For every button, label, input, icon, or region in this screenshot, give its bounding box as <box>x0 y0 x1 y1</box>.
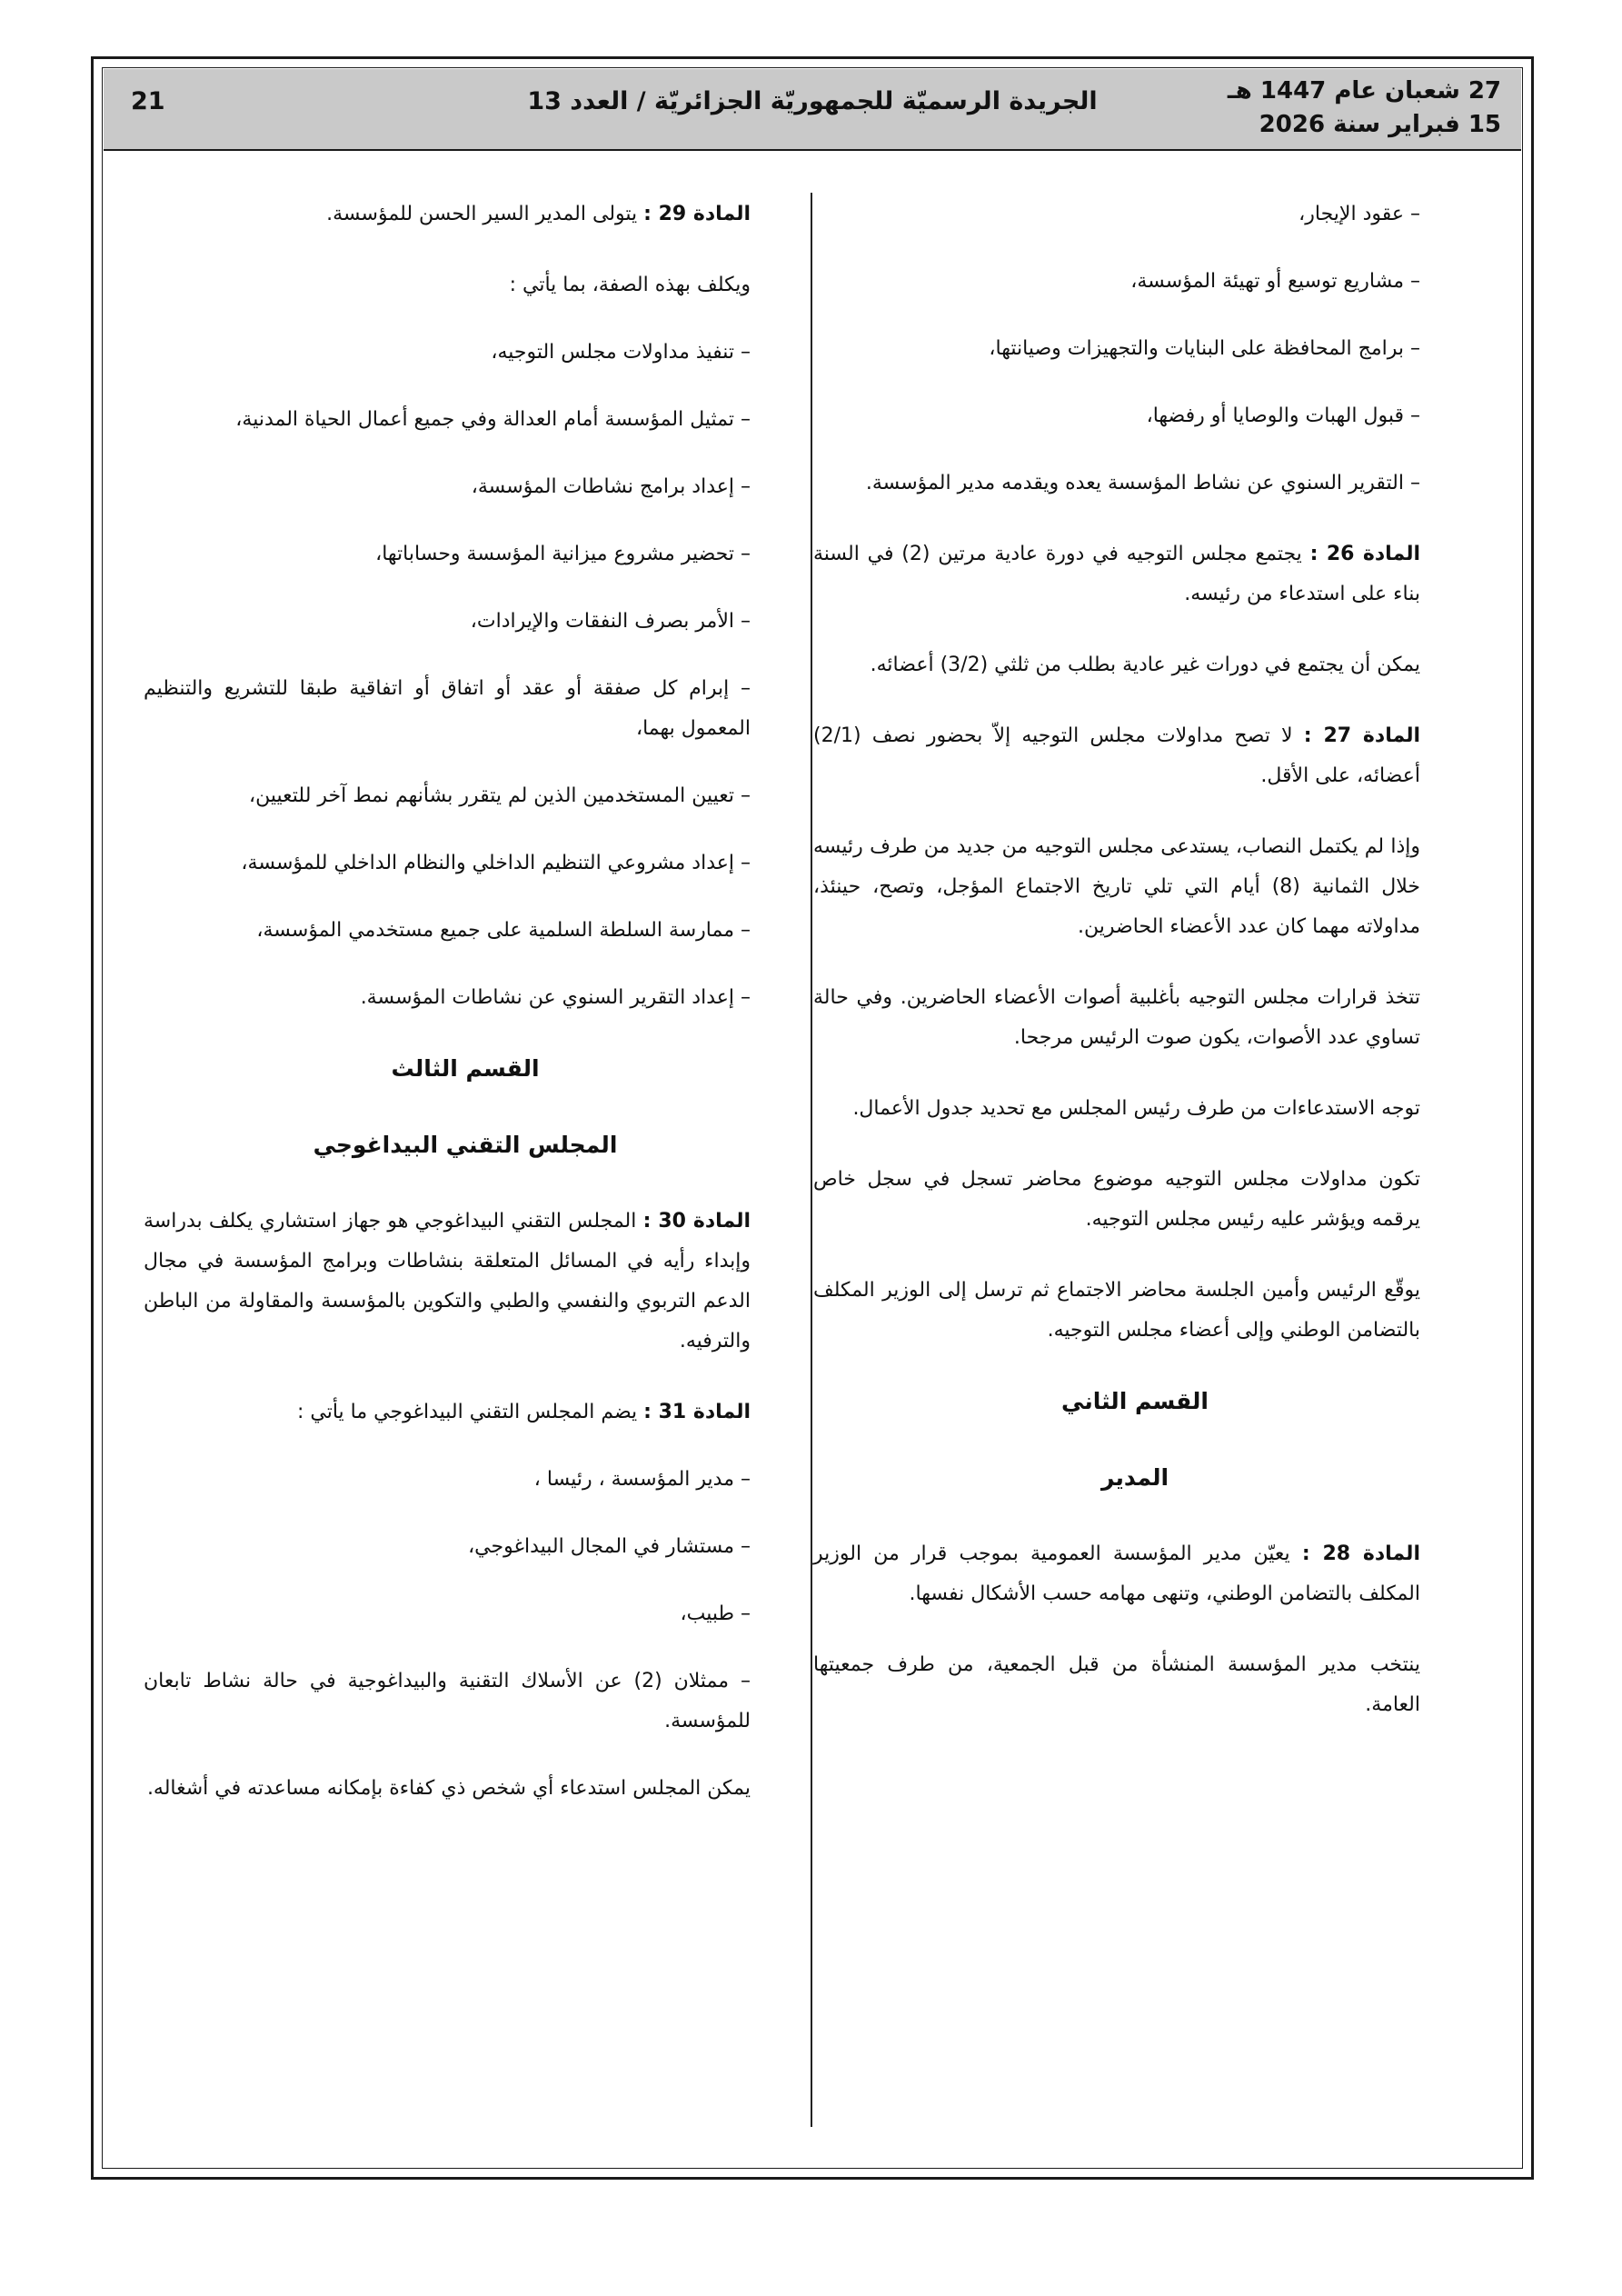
paragraph: يمكن المجلس استدعاء أي شخص ذي كفاءة بإمكانه مساعدته في أشغاله. <box>146 1777 751 1800</box>
article-30 <box>144 1202 787 1362</box>
list-item: – الأمر بصرف النفقات والإيرادات، <box>470 610 751 633</box>
article-label: المادة 31 : <box>643 1401 751 1423</box>
right-column <box>813 195 1457 1756</box>
list-item: – قبول الهبات والوصايا أو رفضها، <box>1146 404 1420 427</box>
paragraph: توجه الاستدعاءات من طرف رئيس المجلس مع تحديد جدول الأعمال. <box>852 1097 1420 1120</box>
list-item: – عقود الإيجار، <box>1299 203 1420 225</box>
paragraph: تكون مداولات مجلس التوجيه موضوع محاضر تسجل في سجل خاص يرقمه ويؤشر عليه رئيس مجلس التوجيه. <box>813 1168 1420 1231</box>
paragraph: يمكن أن يجتمع في دورات غير عادية بطلب من ثلثي (3/2) أعضائه. <box>870 654 1420 676</box>
section-heading: القسم الثالث <box>391 1055 540 1082</box>
list-item: – مستشار في المجال البيداغوجي، <box>468 1535 751 1558</box>
list-item: – تعيين المستخدمين الذين لم يتقرر بشأنهم نمط آخر للتعيين، <box>249 784 751 807</box>
article-text: يضم المجلس التقني البيداغوجي ما يأتي : <box>296 1401 638 1423</box>
article-text: لا تصح مداولات مجلس التوجيه إلاّ بحضور نصف (2/1) أعضائه، على الأقل. <box>813 724 1420 787</box>
paragraph: ويكلف بهذه الصفة، بما يأتي : <box>509 274 751 296</box>
article-label: المادة 26 : <box>1309 543 1420 565</box>
paragraph: يوقّع الرئيس وأمين الجلسة محاضر الاجتماع ثم ترسل إلى الوزير المكلف بالتضامن الوطني وإلى أعضاء مجلس التوجيه. <box>813 1279 1420 1342</box>
article-26 <box>813 534 1457 614</box>
header-date-gregorian: 15 فبراير سنة 2026 <box>1259 111 1501 138</box>
list-item: – إعداد مشروعي التنظيم الداخلي والنظام الداخلي للمؤسسة، <box>241 852 751 874</box>
list-item: – تحضير مشروع ميزانية المؤسسة وحساباتها، <box>375 543 751 565</box>
column-divider <box>811 193 812 2127</box>
list-item: – التقرير السنوي عن نشاط المؤسسة يعده ويقدمه مدير المؤسسة. <box>865 472 1420 494</box>
list-item: – ممارسة السلطة السلمية على جميع مستخدمي المؤسسة، <box>256 919 751 942</box>
left-column <box>144 195 787 1840</box>
section-subheading: المدير <box>1100 1464 1169 1491</box>
paragraph: وإذا لم يكتمل النصاب، يستدعى مجلس التوجيه من جديد من طرف رئيسه خلال الثمانية (8) أيام التي تلي تاريخ الاجتماع المؤجل، وتصح، حينئذ، مداولاته مهما كان عدد الأعضاء الحاضرين. <box>813 835 1420 938</box>
list-item: – تنفيذ مداولات مجلس التوجيه، <box>491 341 751 364</box>
section-subheading: المجلس التقني البيداغوجي <box>313 1132 618 1158</box>
header-date-hijri: 27 شعبان عام 1447 هـ <box>1227 77 1501 105</box>
page-number: 21 <box>131 87 165 115</box>
article-31 <box>144 1393 787 1433</box>
article-label: المادة 29 : <box>643 203 751 225</box>
section-heading: القسم الثاني <box>1061 1388 1209 1414</box>
article-27 <box>813 716 1457 796</box>
gazette-header <box>104 69 1521 151</box>
paragraph: ينتخب مدير المؤسسة المنشأة من قبل الجمعية، من طرف جمعيتها العامة. <box>813 1653 1420 1716</box>
list-item: – إعداد التقرير السنوي عن نشاطات المؤسسة. <box>360 986 751 1009</box>
list-item: – إعداد برامج نشاطات المؤسسة، <box>471 475 751 498</box>
article-29 <box>144 195 787 235</box>
list-item: – مدير المؤسسة ، رئيسا ، <box>533 1468 751 1491</box>
list-item: – مشاريع توسيع أو تهيئة المؤسسة، <box>1130 270 1420 293</box>
paragraph: تتخذ قرارات مجلس التوجيه بأغلبية أصوات الأعضاء الحاضرين. وفي حالة تساوي عدد الأصوات، يكون صوت الرئيس مرجحا. <box>813 986 1420 1049</box>
list-item: – إبرام كل صفقة أو عقد أو اتفاق أو اتفاقية طبقا للتشريع والتنظيم المعمول بهما، <box>144 677 751 740</box>
article-text: المجلس التقني البيداغوجي هو جهاز استشاري يكلف بدراسة وإبداء رأيه في المسائل المتعلقة بنشاطات وبرامج المؤسسة في مجال الدعم التربوي والنفسي والطبي والتكوين بالمؤسسة والمقاولة من الباطن والترفيه. <box>144 1210 751 1353</box>
article-label: المادة 30 : <box>642 1210 751 1233</box>
list-item: – برامج المحافظة على البنايات والتجهيزات وصيانتها، <box>989 337 1420 360</box>
header-title: الجريدة الرسميّة للجمهوريّة الجزائريّة / العدد 13 <box>527 87 1098 115</box>
article-text: يجتمع مجلس التوجيه في دورة عادية مرتين (2) في السنة بناء على استدعاء من رئيسه. <box>813 543 1420 605</box>
article-28 <box>813 1534 1457 1614</box>
list-item: – طبيب، <box>680 1602 751 1625</box>
list-item: – ممثلان (2) عن الأسلاك التقنية والبيداغوجية في حالة نشاط تابعان للمؤسسة. <box>144 1670 751 1732</box>
article-label: المادة 28 : <box>1301 1542 1420 1565</box>
list-item: – تمثيل المؤسسة أمام العدالة وفي جميع أعمال الحياة المدنية، <box>235 408 751 431</box>
article-label: المادة 27 : <box>1303 724 1421 747</box>
article-text: يتولى المدير السير الحسن للمؤسسة. <box>326 203 638 225</box>
article-text: يعيّن مدير المؤسسة العمومية بموجب قرار من الوزير المكلف بالتضامن الوطني، وتنهى مهامه حسب الأشكال نفسها. <box>813 1542 1420 1605</box>
